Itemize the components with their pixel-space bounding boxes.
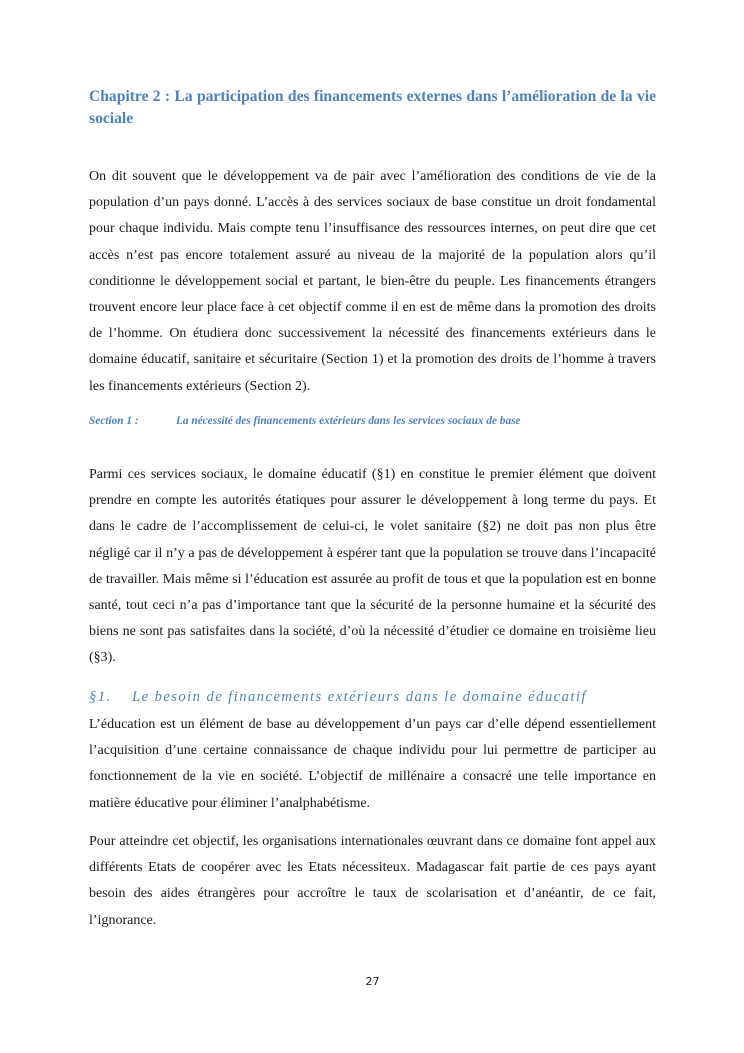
section-intro-paragraph: Parmi ces services sociaux, le domaine éducatif (§1) en constitue le premier élément que doivent prendre en compte les autorités étatiques pour assurer le développement à long terme du pays. Et dans le cadre de l’accomplissement de celui-ci, le volet sanitaire (§2) ne doit pas non plus être négligé car il n’y a pas de développement à espérer tant que la population se trouve dans l’incapacité de travailler. Mais même si l’éducation est assurée au profit de tous et que la population est en bonne santé, tout ceci n’a pas d’importance tant que la sécurité de la personne humaine et la sécurité des biens ne sont pas satisfaites dans la société, d’où la nécessité d’étudier ce domaine en troisième lieu (§3). xyxy=(89,467,656,666)
section-number: Section 1 : xyxy=(89,415,139,427)
document-page xyxy=(89,0,656,1053)
education-paragraph-2: Pour atteindre cet objectif, les organisations internationales œuvrant dans ce domaine font appel aux différents Etats de coopérer avec les Etats nécessiteux. Madagascar fait partie de ces pays ayant besoin des aides étrangères pour accroître le taux de scolarisation et d’anéantir, de ce fait, l’ignorance. xyxy=(89,834,656,928)
section-title: La nécessité des financements extérieurs dans les services sociaux de base xyxy=(176,415,521,427)
subsection-title: Le besoin de financements extérieurs dans le domaine éducatif xyxy=(132,689,587,705)
subsection-number: §1. xyxy=(89,689,112,705)
intro-paragraph: On dit souvent que le développement va de pair avec l’amélioration des conditions de vie de la population d’un pays donné. L’accès à des services sociaux de base constitue un droit fondamental pour chaque individu. Mais compte tenu l’insuffisance des ressources internes, on peut dire que cet accès n’est pas encore totalement assuré au niveau de la majorité de la population alors qu’il conditionne le développement social et partant, le bien-être du peuple. Les financements étrangers trouvent encore leur place face à cet objectif comme il en est de même dans la promotion des droits de l’homme. On étudiera donc successivement la nécessité des financements extérieurs dans le domaine éducatif, sanitaire et sécuritaire (Section 1) et la promotion des droits de l’homme à travers les financements extérieurs (Section 2). xyxy=(89,169,656,394)
page-number: 27 xyxy=(365,975,380,988)
chapter-title: Chapitre 2 : La participation des financements externes dans l’amélioration de la vie sociale xyxy=(89,88,656,127)
education-paragraph-1: L’éducation est un élément de base au développement d’un pays car d’elle dépend essentiellement l’acquisition d’une certaine connaissance de chaque individu pour lui permettre de participer au fonctionnement de la vie en société. L’objectif de millénaire a consacré une telle importance en matière éducative pour éliminer l’analphabétisme. xyxy=(89,717,656,811)
section-heading xyxy=(89,413,656,429)
subsection-heading xyxy=(89,687,656,707)
